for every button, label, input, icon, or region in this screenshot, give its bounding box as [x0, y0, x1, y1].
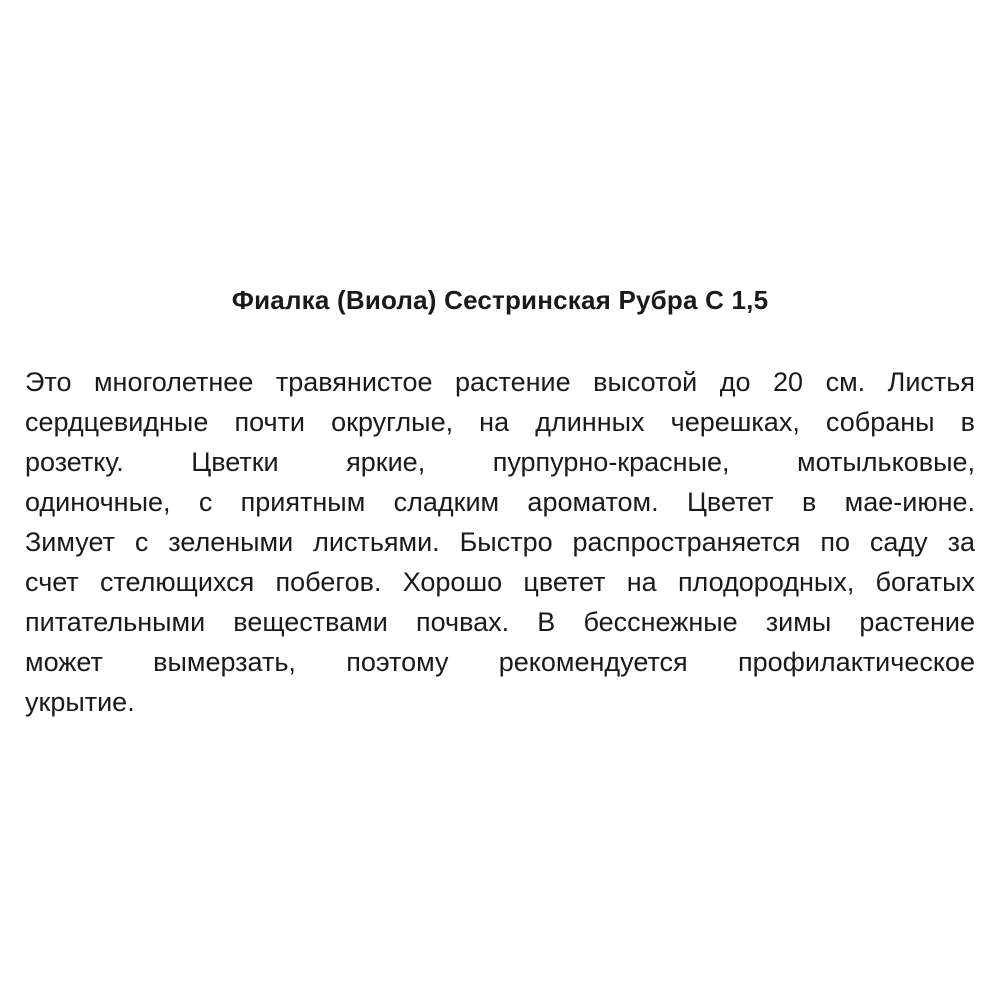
- product-title: Фиалка (Виола) Сестринская Рубра С 1,5: [231, 285, 769, 315]
- product-description: [25, 362, 975, 722]
- description-line: розетку. Цветки яркие, пурпурно-красные, мотыльковые,: [25, 447, 975, 477]
- description-line: сердцевидные почти округлые, на длинных черешках, собраны в: [25, 407, 975, 437]
- description-line: счет стелющихся побегов. Хорошо цветет на плодородных, богатых: [25, 567, 975, 597]
- description-line: может вымерзать, поэтому рекомендуется профилактическое: [25, 647, 975, 677]
- description-line: одиночные, с приятным сладким ароматом. Цветет в мае-июне.: [25, 487, 975, 517]
- description-line: питательными веществами почвах. В бесснежные зимы растение: [25, 607, 975, 637]
- description-line: укрытие.: [25, 687, 135, 717]
- description-line: Это многолетнее травянистое растение высотой до 20 см. Листья: [25, 367, 975, 397]
- description-line: Зимует с зелеными листьями. Быстро распространяется по саду за: [25, 527, 975, 557]
